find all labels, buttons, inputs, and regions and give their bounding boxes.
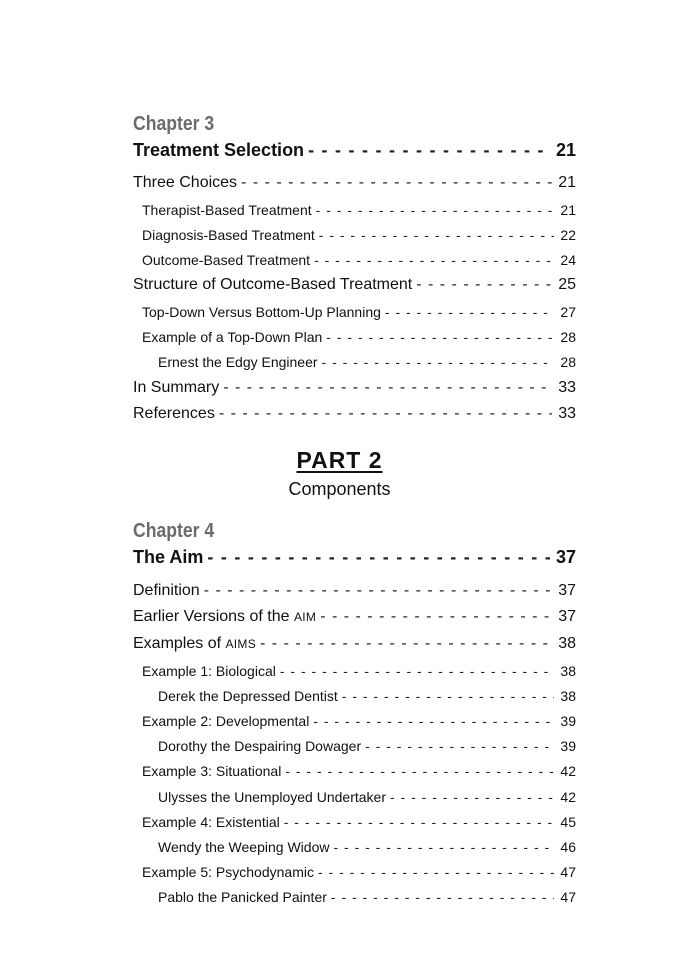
entry-text: Therapist-Based Treatment: [142, 202, 312, 218]
page-number: 28: [560, 329, 576, 345]
page-number: 25: [558, 276, 576, 293]
entry-text-smallcaps: AIM: [293, 610, 317, 624]
toc-entry-structure[interactable]: [133, 275, 576, 295]
dot-leader: [207, 546, 550, 568]
chapter-3-label: Chapter 3: [133, 113, 215, 135]
page-number: 42: [560, 789, 576, 805]
dot-leader: [385, 303, 555, 321]
toc-entry-example-top-down[interactable]: [142, 328, 576, 346]
page-number: 38: [558, 635, 576, 652]
page-number: 24: [560, 252, 576, 268]
dot-leader: [285, 762, 554, 780]
entry-text-main: Examples of: [133, 635, 226, 652]
toc-entry-therapist-based[interactable]: [142, 201, 576, 219]
entry-text: [133, 634, 260, 654]
page-number: 21: [558, 174, 576, 191]
toc-entry-derek[interactable]: [158, 687, 576, 705]
entry-text: Wendy the Weeping Widow: [158, 839, 330, 855]
entry-text: Derek the Depressed Dentist: [158, 688, 338, 704]
toc-entry-top-down-vs-bottom-up[interactable]: [142, 303, 576, 321]
page-number: 47: [560, 864, 576, 880]
toc-entry-ernest[interactable]: [158, 353, 576, 371]
toc-entry-references[interactable]: [133, 404, 576, 424]
dot-leader: [331, 888, 555, 906]
page-number: 47: [560, 889, 576, 905]
page-number: 33: [558, 405, 576, 422]
toc-entry-example-5[interactable]: [142, 863, 576, 881]
entry-text-smallcaps: AIMS: [225, 637, 257, 651]
toc-entry-examples-of-aims[interactable]: [133, 634, 576, 654]
page-number: 39: [560, 713, 576, 729]
dot-leader: [284, 813, 555, 831]
toc-entry-pablo[interactable]: [158, 888, 576, 906]
page-number: 27: [560, 304, 576, 320]
entry-text: Three Choices: [133, 174, 238, 191]
toc-entry-in-summary[interactable]: [133, 378, 576, 398]
dot-leader: [342, 687, 555, 705]
entry-text: Ulysses the Unemployed Undertaker: [158, 789, 386, 805]
entry-text: Pablo the Panicked Painter: [158, 889, 327, 905]
entry-text: Example 3: Situational: [142, 763, 282, 779]
part-heading: [0, 446, 679, 474]
dot-leader: [322, 353, 555, 371]
toc-entry-earlier-versions[interactable]: [133, 607, 576, 627]
entry-text-main: Earlier Versions of the: [133, 608, 294, 625]
page-number: 39: [560, 738, 576, 754]
entry-text: References: [133, 405, 215, 422]
chapter-3-title-row[interactable]: [133, 139, 576, 161]
dot-leader: [365, 737, 554, 755]
dot-leader: [316, 201, 555, 219]
dot-leader: [241, 173, 552, 193]
entry-text: Example 1: Biological: [142, 663, 276, 679]
toc-entry-definition[interactable]: [133, 581, 576, 601]
dot-leader: [223, 378, 552, 398]
entry-text: Example of a Top-Down Plan: [142, 329, 323, 345]
page-number: 46: [560, 839, 576, 855]
page-number: 37: [555, 547, 576, 567]
toc-entry-dorothy[interactable]: [158, 737, 576, 755]
entry-text: Ernest the Edgy Engineer: [158, 354, 318, 370]
dot-leader: [318, 863, 554, 881]
page-number: 42: [560, 763, 576, 779]
page-number: 21: [555, 140, 576, 160]
page-number: 38: [560, 663, 576, 679]
dot-leader: [280, 662, 555, 680]
dot-leader: [219, 404, 552, 424]
dot-leader: [390, 788, 554, 806]
dot-leader: [314, 251, 554, 269]
chapter-title: The Aim: [133, 547, 204, 567]
dot-leader: [326, 328, 554, 346]
entry-text: Definition: [133, 582, 200, 599]
part-subtitle: Components: [288, 479, 391, 499]
page-number: 38: [560, 688, 576, 704]
page-number: 33: [558, 379, 576, 396]
toc-entry-three-choices[interactable]: [133, 173, 576, 193]
toc-entry-example-3[interactable]: [142, 762, 576, 780]
entry-text: Top-Down Versus Bottom-Up Planning: [142, 304, 381, 320]
dot-leader: [319, 226, 555, 244]
page-number: 21: [560, 202, 576, 218]
chapter-title: Treatment Selection: [133, 140, 305, 160]
entry-text: Outcome-Based Treatment: [142, 252, 311, 268]
toc-entry-example-2[interactable]: [142, 712, 576, 730]
toc-entry-example-1[interactable]: [142, 662, 576, 680]
page-number: 37: [558, 608, 576, 625]
page-number: 37: [558, 582, 576, 599]
entry-text: Structure of Outcome-Based Treatment: [133, 276, 413, 293]
entry-text: [133, 607, 320, 627]
toc-entry-outcome-based[interactable]: [142, 251, 576, 269]
dot-leader: [313, 712, 554, 730]
dot-leader: [260, 634, 552, 654]
part-heading-text: PART 2: [296, 447, 383, 473]
toc-entry-wendy[interactable]: [158, 838, 576, 856]
entry-text: Dorothy the Despairing Dowager: [158, 738, 362, 754]
dot-leader: [320, 607, 552, 627]
page-number: 28: [560, 354, 576, 370]
chapter-4-title-row[interactable]: [133, 546, 576, 568]
entry-text: Example 2: Developmental: [142, 713, 310, 729]
toc-entry-ulysses[interactable]: [158, 788, 576, 806]
dot-leader: [416, 275, 552, 295]
page-number: 45: [560, 814, 576, 830]
dot-leader: [204, 581, 553, 601]
dot-leader: [308, 139, 550, 161]
toc-entry-diagnosis-based[interactable]: [142, 226, 576, 244]
entry-text: Example 4: Existential: [142, 814, 280, 830]
entry-text: In Summary: [133, 379, 220, 396]
entry-text: Diagnosis-Based Treatment: [142, 227, 315, 243]
entry-text: Example 5: Psychodynamic: [142, 864, 314, 880]
toc-entry-example-4[interactable]: [142, 813, 576, 831]
dot-leader: [333, 838, 554, 856]
chapter-4-label: Chapter 4: [133, 520, 215, 542]
page-number: 22: [560, 227, 576, 243]
